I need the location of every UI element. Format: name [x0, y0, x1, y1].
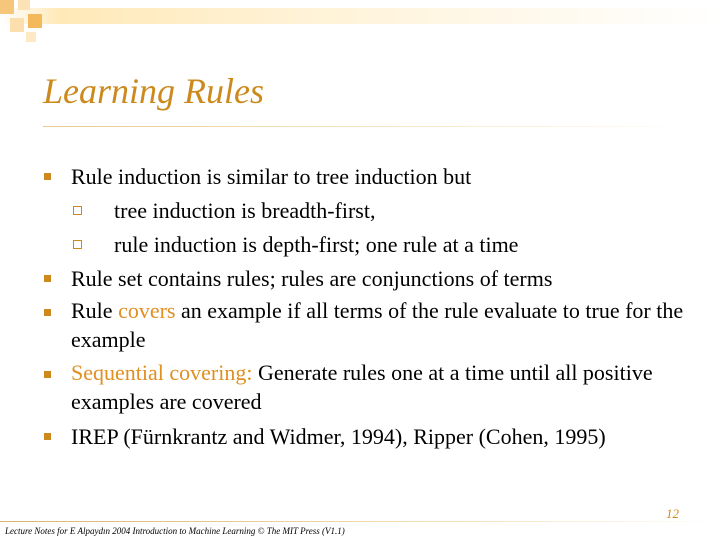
- corner-square-decoration: [26, 32, 36, 42]
- corner-square-decoration: [28, 14, 42, 28]
- square-bullet-icon: [44, 371, 51, 378]
- highlighted-term: Sequential covering:: [71, 360, 253, 385]
- square-bullet-icon: [44, 433, 51, 440]
- title-divider: [43, 126, 693, 127]
- list-item: [44, 262, 684, 296]
- slide-title: Learning Rules: [43, 71, 264, 111]
- sub-list-item: [44, 228, 684, 262]
- bullet-text: IREP (Fürnkrantz and Widmer, 1994), Ripper (Cohen, 1995): [71, 424, 606, 449]
- bullet-text: [71, 358, 684, 416]
- hollow-square-bullet-icon: [73, 206, 82, 215]
- list-item: [44, 296, 684, 354]
- corner-square-decoration: [10, 18, 24, 32]
- square-bullet-icon: [44, 309, 51, 316]
- bullet-text-plain: Rule: [71, 298, 119, 323]
- bullet-list: [44, 160, 684, 454]
- square-bullet-icon: [44, 275, 51, 282]
- corner-square-decoration: [18, 0, 30, 10]
- hollow-square-bullet-icon: [73, 240, 82, 249]
- bullet-text-plain: Generate rules one at a time until all positive examples are covered: [71, 360, 653, 414]
- list-item: [44, 358, 684, 416]
- bullet-text-plain: an example if all terms of the rule evaluate to true for the example: [71, 298, 684, 352]
- list-item: [44, 420, 684, 454]
- page-number: 12: [666, 506, 679, 521]
- sub-bullet-text: rule induction is depth-first; one rule at a time: [114, 232, 519, 257]
- square-bullet-icon: [44, 173, 51, 180]
- sub-bullet-text: tree induction is breadth-first,: [114, 198, 376, 223]
- header-gradient-band: [0, 8, 720, 24]
- footer-credit: Lecture Notes for E Alpaydın 2004 Introduction to Machine Learning © The MIT Press (V1.1): [5, 526, 345, 536]
- footer-divider: [0, 521, 720, 522]
- bullet-text: Rule set contains rules; rules are conjunctions of terms: [71, 266, 553, 291]
- highlighted-term: covers: [118, 298, 176, 323]
- bullet-text: Rule induction is similar to tree induction but: [71, 164, 472, 189]
- list-item: [44, 160, 684, 194]
- corner-square-decoration: [0, 0, 14, 14]
- sub-list-item: [44, 194, 684, 228]
- bullet-text: [71, 296, 684, 354]
